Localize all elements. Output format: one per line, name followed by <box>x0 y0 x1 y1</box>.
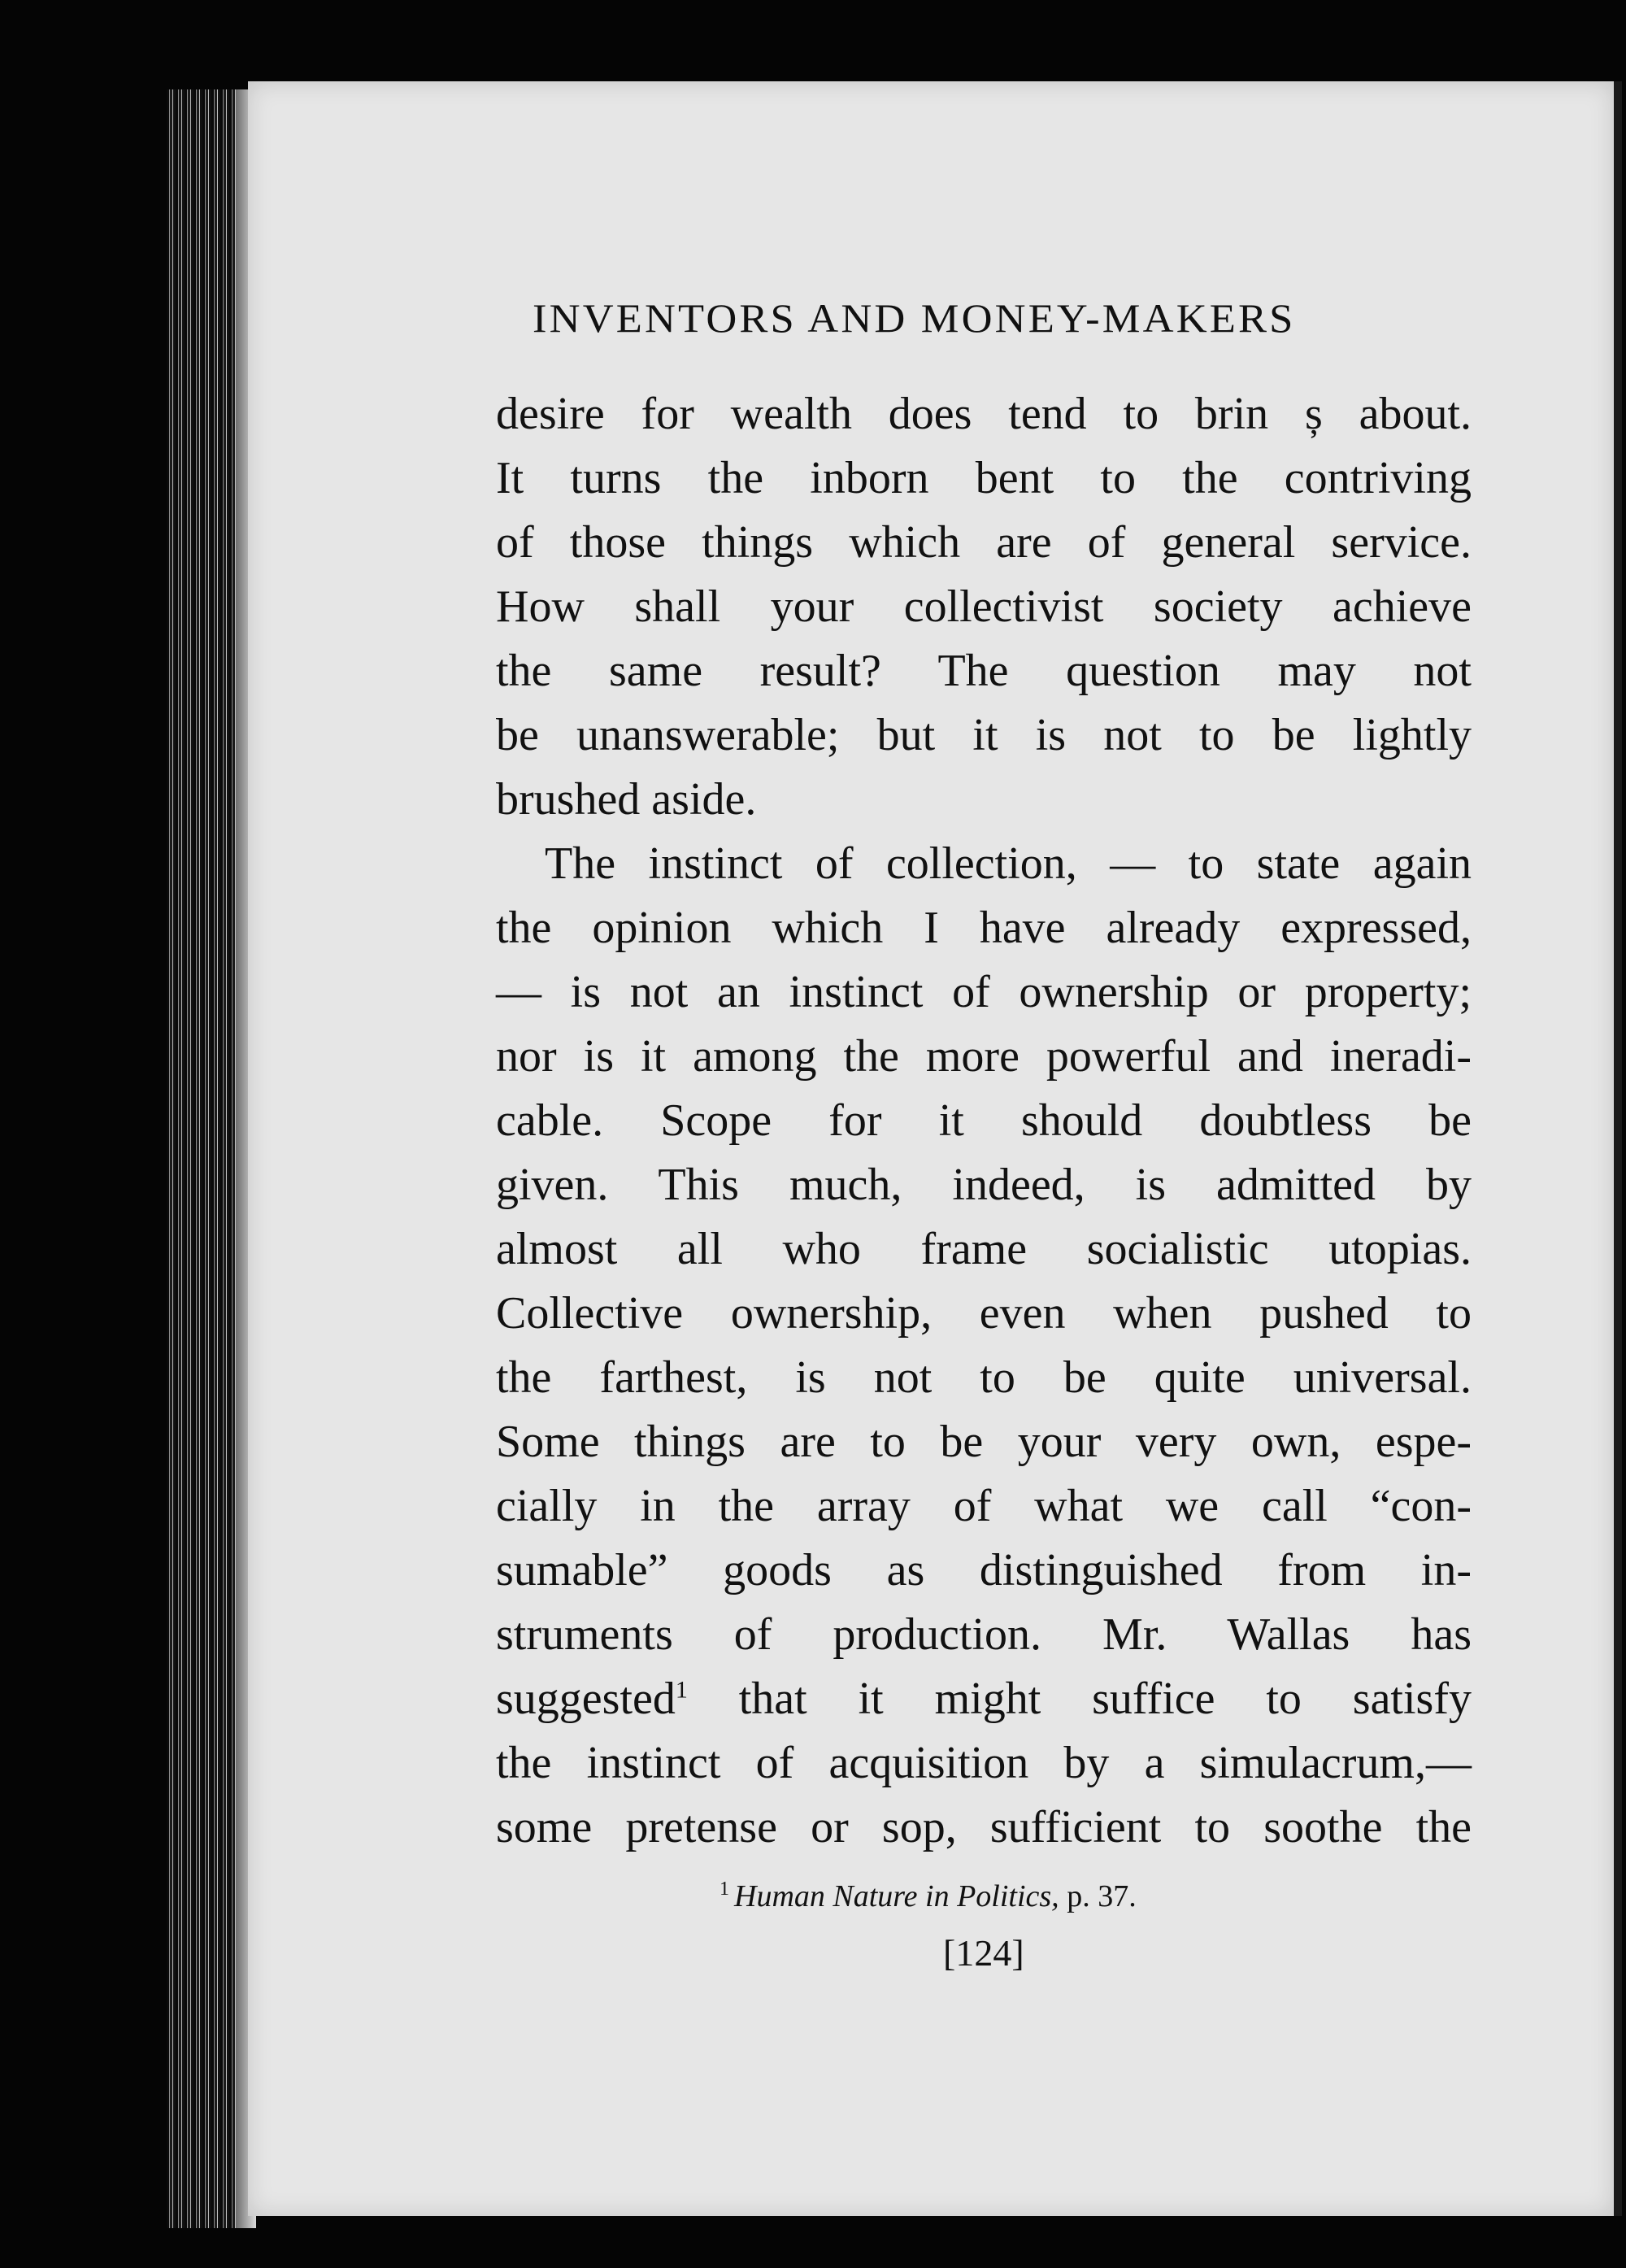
page-edges <box>167 89 256 2228</box>
body-text <box>496 382 1472 1860</box>
footnote-title: Human Nature in Politics, <box>734 1879 1059 1913</box>
text-line: be unanswerable; but it is not to be lightly <box>496 710 1472 760</box>
text-line: sumable” goods as distinguished from in- <box>496 1545 1472 1595</box>
page-number: [124] <box>943 1932 1024 1974</box>
text-line: The instinct of collection, — to state again <box>545 838 1472 889</box>
text-line: — is not an instinct of ownership or property; <box>496 967 1472 1017</box>
text-line: It turns the inborn bent to the contriving <box>496 453 1472 503</box>
text-line: desire for wealth does tend to brin ș about. <box>496 389 1472 439</box>
footnote-reference: 1 <box>675 1676 688 1704</box>
text-line: some pretense or sop, sufficient to soothe the <box>496 1802 1472 1852</box>
footnote <box>720 1878 1137 1914</box>
running-head: INVENTORS AND MONEY-MAKERS <box>533 295 1296 341</box>
text-line: cable. Scope for it should doubtless be <box>496 1095 1472 1146</box>
text-line: Some things are to be your very own, espe- <box>496 1417 1472 1467</box>
footnote-marker: 1 <box>720 1878 729 1900</box>
text-line: struments of production. Mr. Wallas has <box>496 1609 1472 1660</box>
text-fragment: suggested <box>496 1674 676 1724</box>
text-line: the opinion which I have already expressed, <box>496 903 1472 953</box>
text-line: the farthest, is not to be quite universal. <box>496 1352 1472 1403</box>
text-line: Collective ownership, even when pushed to <box>496 1288 1472 1339</box>
text-fragment: that it might suffice to satisfy <box>738 1674 1472 1724</box>
text-line: the instinct of acquisition by a simulacrum,— <box>496 1738 1472 1788</box>
text-line: almost all who frame socialistic utopias. <box>496 1224 1472 1274</box>
text-line: given. This much, indeed, is admitted by <box>496 1160 1472 1210</box>
text-line: nor is it among the more powerful and ineradi- <box>496 1031 1472 1082</box>
page-right-edge <box>1614 81 1622 2216</box>
footnote-reference-text: p. 37. <box>1059 1879 1137 1913</box>
text-line: cially in the array of what we call “con- <box>496 1481 1472 1531</box>
text-line: How shall your collectivist society achieve <box>496 581 1472 632</box>
text-line: the same result? The question may not <box>496 646 1472 696</box>
text-line: brushed aside. <box>496 774 757 825</box>
text-line: of those things which are of general service. <box>496 517 1472 568</box>
text-line-with-footnote-ref <box>496 1667 1472 1731</box>
